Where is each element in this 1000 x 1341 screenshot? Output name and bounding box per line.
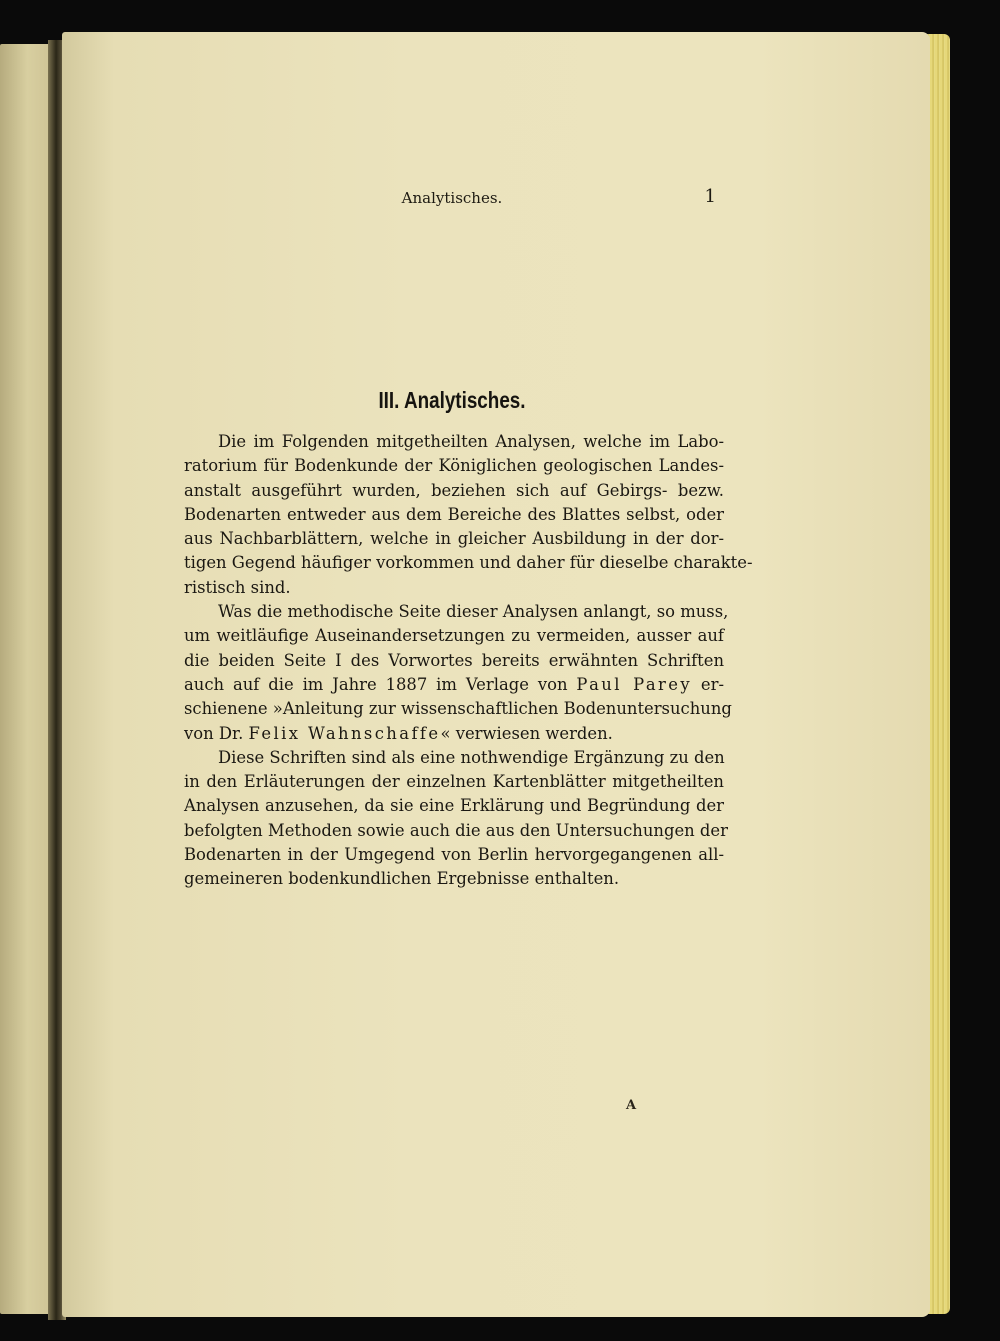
text-line: um weitläufige Auseinandersetzungen zu vermeiden, ausser auf [184,626,724,646]
text-segment: von Dr. [184,723,249,743]
text-line: Analysen anzusehen, da sie eine Erklärung und Begründung der [184,796,724,816]
text-line: aus Nachbarblättern, welche in gleicher Ausbildung in der dor- [184,529,724,549]
text-line: ratorium für Bodenkunde der Königlichen geologischen Landes- [184,456,724,476]
publisher-name: Paul Parey [576,674,693,694]
text-line: Bodenarten in der Umgegend von Berlin hervorgegangenen all- [184,845,724,865]
text-line: die beiden Seite I des Vorwortes bereits erwähnten Schriften [184,650,724,670]
text-line: gemeineren bodenkundlichen Ergebnisse enthalten. [184,869,620,889]
signature-mark: A [626,1098,637,1113]
text-line: schienene »Anleitung zur wissenschaftlichen Bodenuntersuchung [184,699,732,719]
text-line: anstalt ausgeführt wurden, beziehen sich auf Gebirgs- bezw. [184,480,724,500]
text-segment: « verwiesen werden. [440,723,613,743]
text-line [184,722,724,746]
text-line: Was die methodische Seite dieser Analysen anlangt, so muss, [218,602,729,622]
running-head [182,186,722,210]
text-line: Bodenarten entweder aus dem Bereiche des Blattes selbst, oder [184,504,724,524]
text-line: in den Erläuterungen der einzelnen Kartenblätter mitgetheilten [184,772,724,792]
text-line [184,673,724,697]
chapter-heading: III. Analytisches. [378,387,526,413]
text-segment: er- [692,674,724,694]
text-line: tigen Gegend häufiger vorkommen und daher für dieselbe charakte- [184,553,753,573]
author-name: Felix Wahnschaffe [248,723,441,743]
text-line: Diese Schriften sind als eine nothwendige Ergänzung zu den [218,747,725,767]
paragraph-2 [184,600,732,746]
text-line: Die im Folgenden mitgetheilten Analysen, welche im Labo- [218,432,724,451]
left-page-edge [0,44,50,1314]
paragraph-1 [184,430,753,600]
text-line: befolgten Methoden sowie auch die aus den Untersuchungen der [184,820,728,840]
page-number: 1 [704,186,716,207]
running-head-title: Analytisches. [401,189,503,207]
paragraph-3 [184,746,728,892]
text-segment: auch auf die im Jahre 1887 im Verlage von [184,674,577,694]
body-text [184,430,753,892]
text-line: ristisch sind. [184,577,291,597]
